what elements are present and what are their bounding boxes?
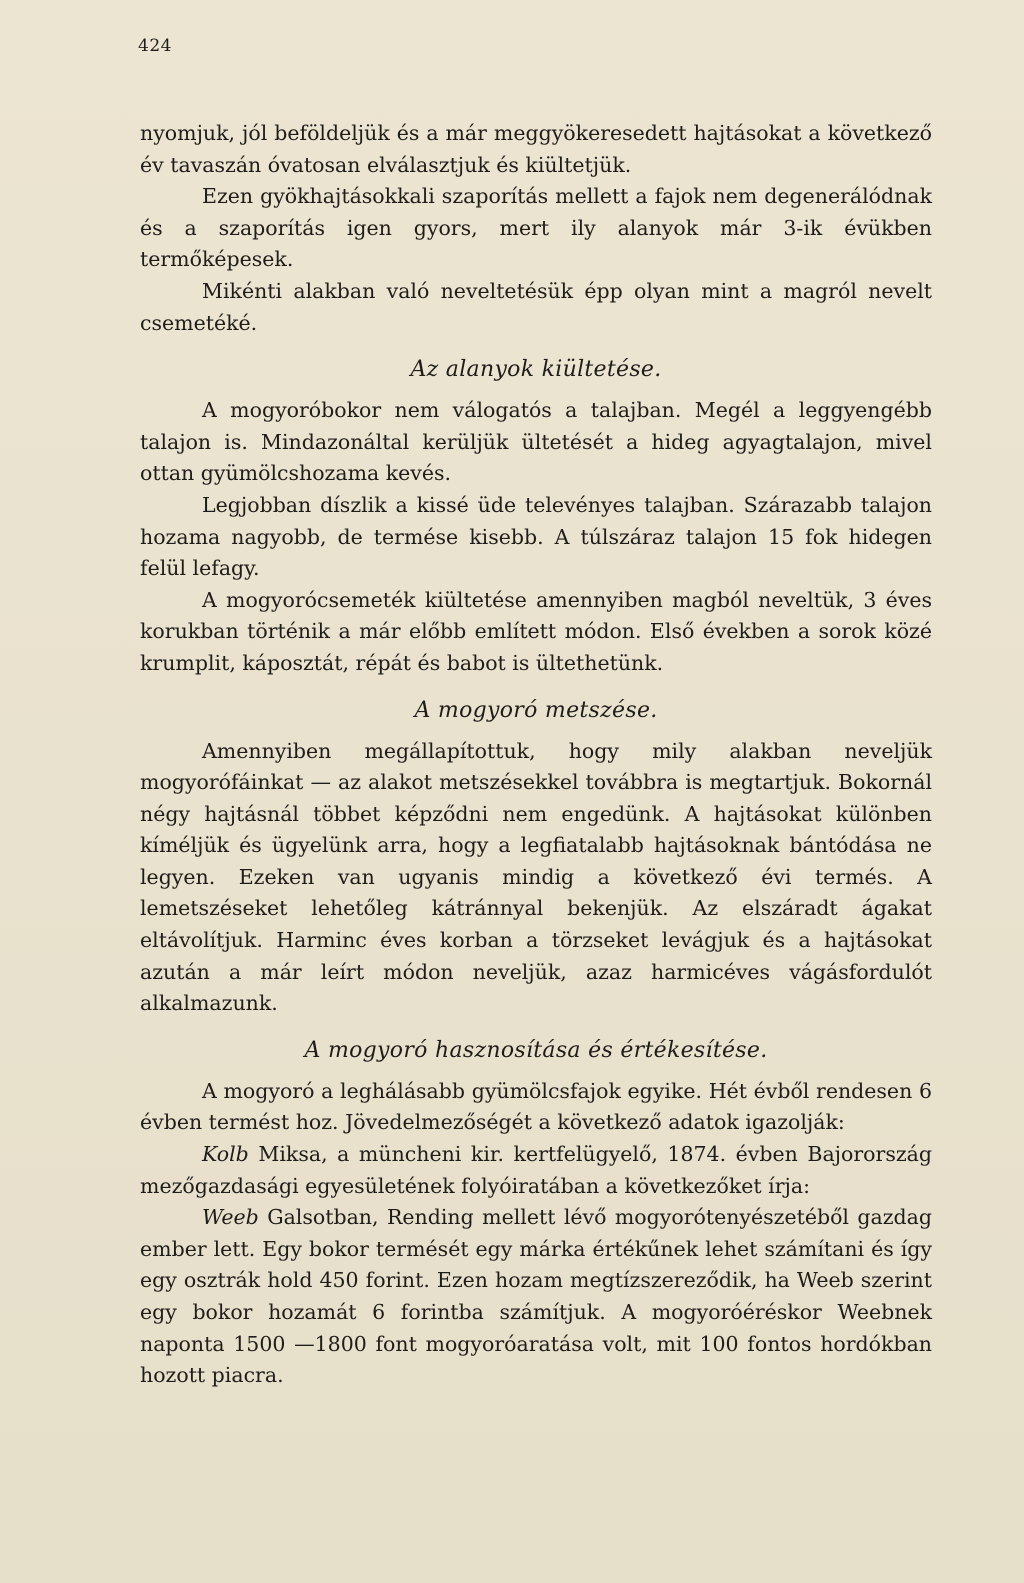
paragraph-lead-name: Weeb <box>202 1205 259 1230</box>
paragraph-text: Miksa, a müncheni kir. kertfelügyelő, 1874. évben Bajorország mezőgazdasági egyesületének folyóiratában a következőket írja: <box>140 1142 932 1198</box>
page-number: 424 <box>138 36 172 56</box>
paragraph: A mogyoró a leghálásabb gyümölcsfajok egyike. Hét évből rendesen 6 évben termést hoz. Jövedelmezőségét a következő adatok igazolják: <box>140 1078 932 1135</box>
paragraph: A mogyorócsemeték kiültetése amennyiben magból neveltük, 3 éves korukban történik a már előbb említett módon. Első években a sorok közé krumplit, káposztát, répát és babot is ültethetünk. <box>140 587 932 675</box>
paragraph-text: Galsotban, Rending mellett lévő mogyorótenyészetéből gazdag ember lett. Egy bokor termését egy márka értékűnek lehet számítani és így egy osztrák hold 450 forint. Ezen hozam megtízszereződik, ha Weeb szerint egy bokor hozamát 6 forintba számítjuk. A mogyoróéréskor Weebnek naponta 1500 —1800 font mogyoróaratása volt, mit 100 fontos hordókban hozott piacra. <box>140 1205 932 1388</box>
paragraph-lead-name: Kolb <box>202 1142 249 1167</box>
paragraph <box>140 1202 932 1392</box>
section-heading: A mogyoró metszése. <box>414 697 658 723</box>
paragraph: Ezen gyökhajtásokkali szaporítás mellett a fajok nem degenerálódnak és a szaporítás igen gyors, mert ily alanyok már 3-ik évükben termőképesek. <box>140 184 932 272</box>
paragraph: Amennyiben megállapítottuk, hogy mily alakban neveljük mogyorófáinkat — az alakot metszésekkel továbbra is megtartjuk. Bokornál négy hajtásnál többet képződni nem engedünk. A hajtásokat különben kíméljük és ügyelünk arra, hogy a legfiatalabb hajtásoknak bántódása ne legyen. Ezeken van ugyanis mindig a következő évi termés. A lemetszéseket lehetőleg kátránnyal bekenjük. Az elszáradt ágakat eltávolítjuk. Harminc éves korban a törzseket levágjuk és a hajtásokat azután a már leírt módon neveljük, azaz harmicéves vágásfordulót alkalmazunk. <box>140 738 932 1016</box>
section-heading: Az alanyok kiültetése. <box>410 357 662 383</box>
section-heading: A mogyoró hasznosítása és értékesítése. <box>304 1037 768 1063</box>
paragraph: Mikénti alakban való neveltetésük épp olyan mint a magról nevelt csemetéké. <box>140 278 932 335</box>
paragraph: Legjobban díszlik a kissé üde televényes talajban. Szárazabb talajon hozama nagyobb, de termése kisebb. A túlszáraz talajon 15 fok hidegen felül lefagy. <box>140 492 932 581</box>
paragraph <box>140 1139 932 1202</box>
page-body <box>140 118 932 1392</box>
paragraph: nyomjuk, jól beföldeljük és a már meggyökeresedett hajtásokat a következő év tavaszán óvatosan elválasztjuk és kiültetjük. <box>140 121 932 177</box>
paragraph: A mogyoróbokor nem válogatós a talajban. Megél a leggyengébb talajon is. Mindazonáltal kerüljük ültetését a hideg agyagtalajon, mivel ottan gyümölcshozama kevés. <box>140 398 932 486</box>
